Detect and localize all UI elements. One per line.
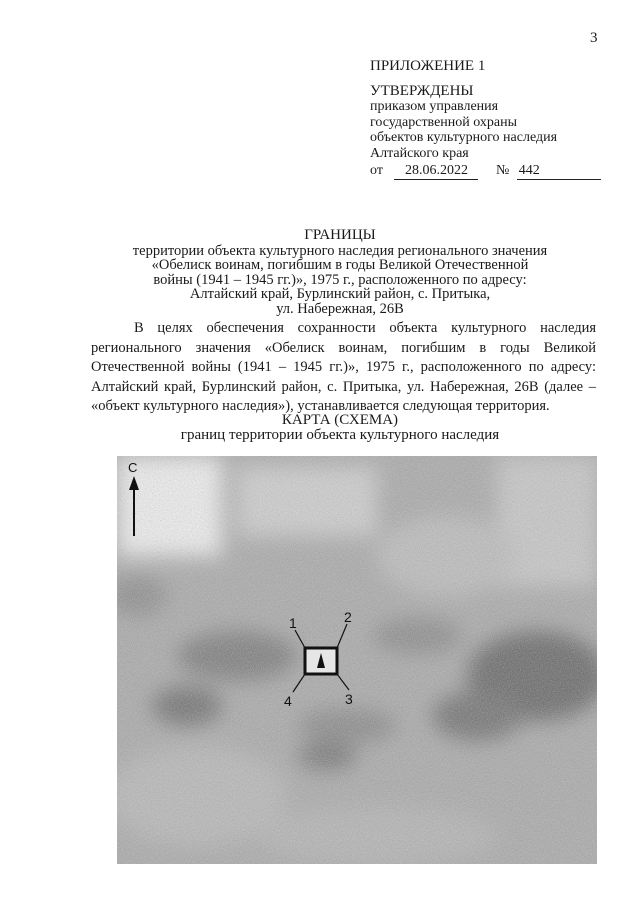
title-line: войны (1941 – 1945 гг.)», 1975 г., расположенного по адресу: — [153, 271, 527, 288]
approval-line: объектов культурного наследия — [370, 130, 558, 145]
approval-number: 442 — [517, 163, 601, 180]
approved-label: УТВЕРЖДЕНЫ — [370, 82, 474, 99]
approval-block — [370, 59, 601, 180]
point-label-4: 4 — [284, 693, 292, 709]
title-line: Алтайский край, Бурлинский район, с. Притыка, — [189, 286, 491, 302]
point-label-2: 2 — [344, 609, 352, 625]
approval-date: 28.06.2022 — [394, 163, 478, 180]
appendix-label: ПРИЛОЖЕНИЕ 1 — [370, 58, 486, 74]
title-heading: ГРАНИЦЫ — [304, 227, 376, 243]
title-line: территории объекта культурного наследия регионального значения — [132, 242, 548, 259]
document-title — [100, 228, 580, 316]
approval-line: государственной охраны — [370, 114, 518, 130]
map-heading: КАРТА (СХЕМА) — [281, 412, 399, 428]
page-number: 3 — [590, 30, 598, 46]
date-prefix: от — [370, 163, 383, 178]
approval-line: приказом управления — [370, 99, 499, 114]
title-line: ул. Набережная, 26В — [276, 300, 404, 317]
title-line: «Обелиск воинам, погибшим в годы Великой Отечественной — [151, 257, 529, 273]
point-label-1: 1 — [289, 615, 297, 631]
approval-date-line — [370, 163, 601, 180]
approval-line: Алтайского края — [370, 145, 469, 161]
number-prefix: № — [495, 163, 510, 178]
point-label-3: 3 — [345, 691, 353, 707]
body-text — [91, 319, 596, 417]
map-subheading: границ территории объекта культурного наследия — [180, 427, 500, 443]
map-heading-block — [100, 413, 580, 443]
body-paragraph: В целях обеспечения сохранности объекта культурного наследия регионального значения «Обелиск воинам, погибшим в годы Великой Отечественной войны (1941 – 1945 гг.)», 1975 г., расположенного по адресу: Алтайский край, Бурлинский район, с. Притыка, ул. Набережная, 26В (далее – «объект культурного наследия»), устанавливается следующая территория. — [91, 320, 596, 414]
map-grain — [117, 456, 597, 864]
north-label: С — [128, 460, 138, 475]
map-scheme — [117, 456, 597, 864]
